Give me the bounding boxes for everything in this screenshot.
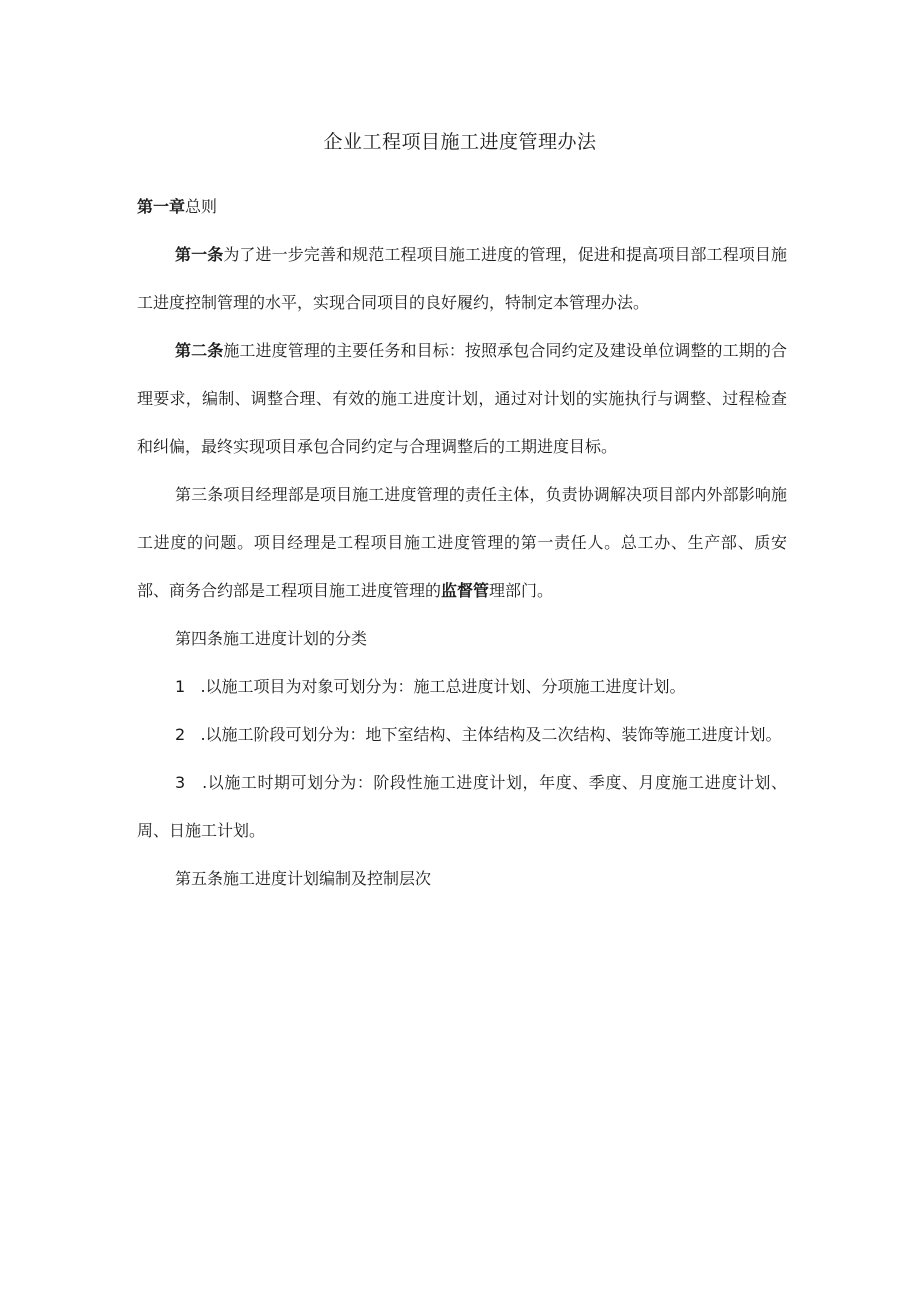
article-3-text-end: 理部门。 — [489, 581, 554, 600]
document-body — [137, 193, 787, 903]
article-1-text: 为了进一步完善和规范工程项目施工进度的管理，促进和提高项目部工程项目施工进度控制管理的水平，实现合同项目的良好履约，特制定本管理办法。 — [137, 245, 787, 312]
article-1 — [137, 231, 787, 327]
article-2-label: 第二条 — [175, 341, 224, 360]
article-3-text: 第三条项目经理部是项目施工进度管理的责任主体，负责协调解决项目部内外部影响施工进度的问题。项目经理是工程项目施工进度管理的第一责任人。总工办、生产部、质安部、商务合约部是工程项目施工进度管理的 — [137, 485, 787, 600]
list-item-2-number: 2 — [175, 725, 186, 744]
list-item-1-text: .以施工项目为对象可划分为：施工总进度计划、分项施工进度计划。 — [200, 677, 686, 696]
article-5-heading: 第五条施工进度计划编制及控制层次 — [175, 869, 432, 888]
list-item-3-text: .以施工时期可划分为：阶段性施工进度计划，年度、季度、月度施工进度计划、周、日施工计划。 — [137, 773, 787, 840]
article-4-heading: 第四条施工进度计划的分类 — [175, 629, 368, 648]
article-2-text: 施工进度管理的主要任务和目标：按照承包合同约定及建设单位调整的工期的合理要求，编制、调整合理、有效的施工进度计划，通过对计划的实施执行与调整、过程检查和纠偏，最终实现项目承包合同约定与合理调整后的工期进度目标。 — [137, 341, 787, 456]
chapter-title: 总则 — [185, 197, 218, 216]
article-2 — [137, 327, 787, 471]
list-item-2-text: .以施工阶段可划分为：地下室结构、主体结构及二次结构、装饰等施工进度计划。 — [200, 725, 782, 744]
chapter-label: 第一章 — [137, 197, 186, 216]
article-3 — [137, 471, 787, 615]
list-item-1-number: 1 — [175, 677, 186, 696]
list-item-1 — [137, 663, 787, 711]
article-3-bold-text: 监督管 — [441, 581, 490, 600]
article-1-label: 第一条 — [175, 245, 224, 264]
list-item-3-number: 3 — [175, 773, 186, 792]
list-item-2 — [137, 711, 787, 759]
chapter-heading — [137, 193, 787, 231]
document-title: 企业工程项目施工进度管理办法 — [323, 131, 597, 153]
list-item-3 — [137, 759, 787, 855]
